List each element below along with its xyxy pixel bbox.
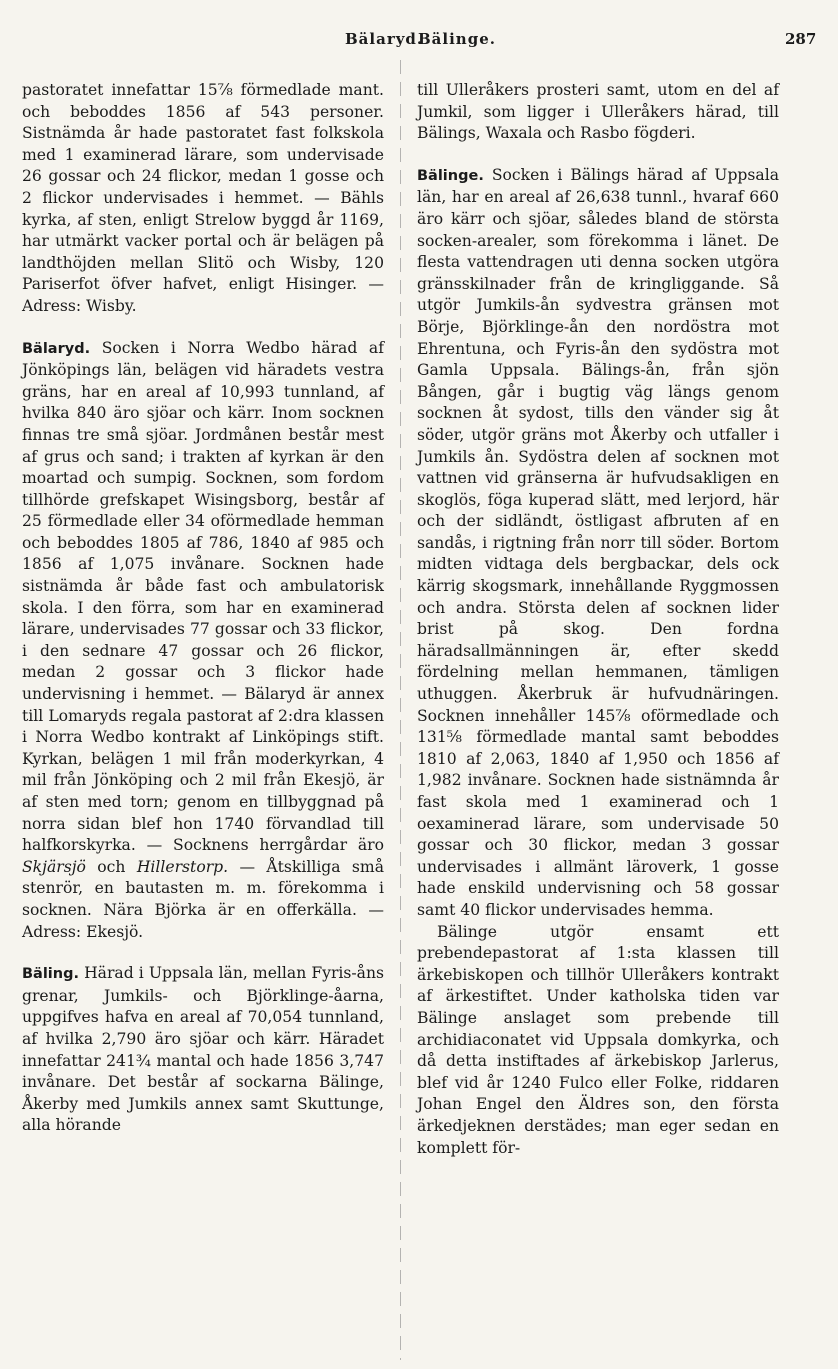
entry-text-balinge: Socken i Bälings härad af Uppsala län, har en areal af 26,638 tunnl., hvaraf 660 äro kärr och sjöar, således bland de största socken-arealer, som förekomma i länet. De flesta vattendragen uti denna socken utgöra gränsskilnader från de kringliggande. Så utgör Jumkils-ån sydvestra gränsen mot Börje, Björklinge-ån den nordöstra mot Ehrentuna, och Fyris-ån den sydöstra mot Gamla Uppsala. Bälings-ån, från sjön Bången, går i bugtig väg längs genom socknen åt sydost, tills den vänder sig åt söder, utgör gräns mot Åkerby och utfaller i Jumkils ån. Sydöstra delen af socknen mot vattnen vid gränserna är hufvudsakligen en skoglös, föga kuperad slätt, med lerjord, här och der sidländt, östligast afbruten af en sandås, i rigtning från norr till söder. Bortom midten vidtaga dels bergbackar, dels ock kärrig skogsmark, innehållande Ryggmossen och andra. Största delen af socknen lider brist på skog. Den fordna häradsallmänningen är, efter skedd fördelning mellan hemmanen, tämligen uthuggen. Åkerbruk är hufvudnäringen. Socknen innehåller 145⅞ oförmedlade och 131⅝ förmedlade mantal samt beboddes 1810 af 2,063, 1840 af 1,950 och 1856 af 1,982 invånare. Socknen hade sistnämnda år fast skola med 1 examinerad och 1 oexaminerad lärare, som undervisade 50 gossar och 30 flickor, medan 3 gossar undervisades i allmänt läroverk, 1 gosse hade enskild undervisning och 58 gossar samt 40 flickor undervisades hemma. — [417, 165, 779, 919]
paragraph-prebende: Bälinge utgör ensamt ett prebendepastorat af 1:sta klassen till ärkebiskopen och tillhör Ulleråkers kontrakt af ärkestiftet. Under katholska tiden var Bälinge anslaget som prebende till archidiaconatet vid Uppsala domkyrka, och då detta instiftades af ärkebiskop Jarlerus, blef vid år 1240 Fulco eller Folke, riddaren Johan Engel den Äldres son, den första ärkedjeknen derstädes; man eger sedan en komplett för- — [417, 922, 779, 1157]
paragraph-bahls: pastoratet innefattar 15⅞ förmedlade mant. och beboddes 1856 af 543 personer. Sistnämda år hade pastoratet fast folkskola med 1 examinerad lärare, som undervisade 26 gossar och 24 flickor, medan 1 gosse och 2 flickor undervisades i hemmet. — Bähls kyrka, af sten, enligt Strelow byggd år 1169, har utmärkt vacker portal och är belägen på landthöjden mellan Slitö och Wisby, 120 Pariserfot öfver hafvet, enligt Hisinger. — Adress: Wisby. — [22, 81, 384, 315]
entry-balinge — [417, 165, 779, 922]
left-running-head: Bälaryd. — [345, 30, 424, 48]
conjunction: och — [97, 857, 126, 876]
entry-head-balaryd: Bälaryd. — [22, 340, 91, 357]
entry-text-balaryd: Socken i Norra Wedbo härad af Jönköpings län, belägen vid häradets vestra gräns, har en areal af 10,993 tunnland, af hvilka 840 äro sjöar och kärr. Inom socknen finnas tre små sjöar. Jordmånen består mest af grus och sand; i trakten af kyrkan är den moartad och sumpig. Socknen, som fordom tillhörde grefskapet Wisingsborg, består af 25 förmedlade eller 34 oförmedlade hemman och beboddes 1805 af 786, 1840 af 985 och 1856 af 1,075 invånare. Socknen hade sistnämda år både fast och ambulatorisk skola. I den förra, som har en examinerad lärare, undervisades 77 gossar och 33 flickor, i den sednare 47 gossar och 26 flickor, medan 2 gossar och 3 flickor hade undervisning i hemmet. — Bälaryd är annex till Lomaryds regala pastorat af 2:dra klassen i Norra Wedbo kontrakt af Linköpings stift. Kyrkan, belägen 1 mil från moderkyrkan, 4 mil från Jönköping och 2 mil från Ekesjö, är af sten med torn; genom en tillbyggnad på norra sidan blef hon 1740 förvandlad till halfkorskyrka. — Socknens herrgårdar äro — [22, 338, 384, 855]
left-column — [22, 80, 384, 1137]
paragraph-ullerakers: till Ulleråkers prosteri samt, utom en del af Jumkil, som ligger i Ulleråkers härad, till Bälings, Waxala och Rasbo fögderi. — [417, 81, 779, 143]
entry-tail-balaryd: — Åtskilliga små stenrör, en bautasten m. m. förekomma i socknen. Nära Björka är en offerkälla. — Adress: Ekesjö. — [22, 857, 384, 941]
running-header — [0, 10, 838, 54]
entry-head-balinge: Bälinge. — [417, 167, 484, 184]
entry-text-baling: Härad i Uppsala län, mellan Fyris-åns grenar, Jumkils- och Björklinge-åarna, uppgifves hafva en areal af 70,054 tunnland, af hvilka 2,790 äro sjöar och kärr. Häradet innefattar 241¾ mantal och hade 1856 3,747 invånare. Det består af sockarna Bälinge, Åkerby med Jumkils annex samt Skuttunge, alla hörande — [22, 964, 384, 1135]
entry-head-baling: Bäling. — [22, 966, 79, 983]
estate-skjarsjo: Skjärsjö — [22, 857, 86, 876]
entry-balaryd — [22, 338, 384, 944]
page-number: 287 — [785, 30, 817, 48]
column-divider — [400, 60, 401, 1360]
right-column — [417, 80, 779, 1159]
estate-hillerstorp: Hillerstorp. — [136, 857, 229, 876]
entry-baling — [22, 963, 384, 1137]
right-running-head: Bälinge. — [418, 30, 496, 48]
